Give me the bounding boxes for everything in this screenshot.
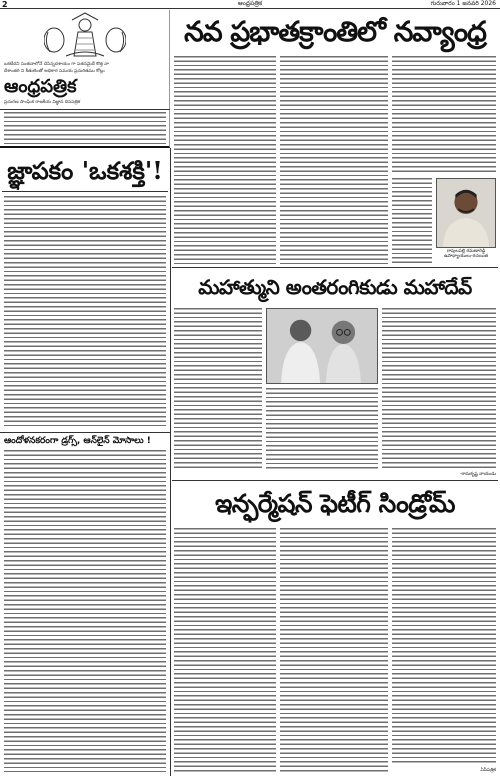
lead-headline-block [172, 12, 498, 52]
column-rule [170, 148, 171, 776]
lead-column-2 [280, 56, 388, 266]
drugs-body [4, 450, 166, 772]
desai-column-2 [266, 388, 378, 470]
gandhi-desai-photo [266, 308, 378, 384]
fatigue-headline: ఇన్ఫర్మేషన్ ఫెటీగ్ సిండ్రోమ్ [215, 489, 455, 518]
masthead-line-2: దేశాంతరి ని కీతులెంతో అధికార సమయ ప్రచురితము కోట్లు [4, 69, 105, 74]
desai-headline: మహాత్ముని అంతరంగికుడు మహాదేవ్ [198, 275, 472, 299]
lakshmi-emblem [44, 12, 126, 58]
masthead-tagline: ప్రచురణ సాంఘిక రాజకీయ విజ్ఞాన దినపత్రిక [4, 100, 81, 105]
paper-name: ఆంధ్రపత్రిక [4, 76, 77, 97]
masthead-text [4, 112, 166, 144]
masthead-line-1: ఒకటేదని సంతనాలోనే చెసిన్నదశాయం గా పతనమైదే కొత్త నా [4, 62, 109, 67]
desai-column-1 [174, 308, 262, 470]
desai-signoff: -రామకృష్ణ నాయుడు [459, 472, 496, 477]
memory-headline: జ్ఞాపకం 'ఒకశక్తి'! [2, 150, 168, 192]
page-number: 2 [2, 0, 8, 9]
fatigue-column-3 [392, 528, 496, 764]
section-name: ఆంధ్రపత్రిక [237, 0, 263, 7]
desai-divider [172, 480, 498, 481]
desai-column-3 [382, 308, 496, 470]
memory-divider [0, 432, 170, 433]
lead-column-1 [174, 56, 276, 266]
issue-date: గురువారం 1 జనవరి 2026 [430, 0, 496, 7]
section-divider [172, 267, 498, 268]
fatigue-column-1 [174, 528, 276, 772]
drugs-headline: ఆందోళనకరంగా డ్రగ్స్, ఆన్‌లైన్ మోసాలు ! [4, 436, 151, 446]
lead-column-3 [392, 56, 496, 174]
footer-signoff: ఏపీపత్రిక [480, 768, 496, 773]
fatigue-column-2 [280, 528, 388, 772]
lead-column-3b [392, 178, 432, 266]
masthead-rule [0, 109, 170, 110]
lead-headline: నవ ప్రభాతక్రాంతిలో నవ్యాంధ్ర [184, 15, 486, 48]
author-caption: రావులపల్లి రమణారెడ్డి ఉపాధ్యాయులు-రచయిత [443, 249, 489, 259]
memory-body [4, 196, 166, 428]
author-photo [436, 178, 496, 248]
